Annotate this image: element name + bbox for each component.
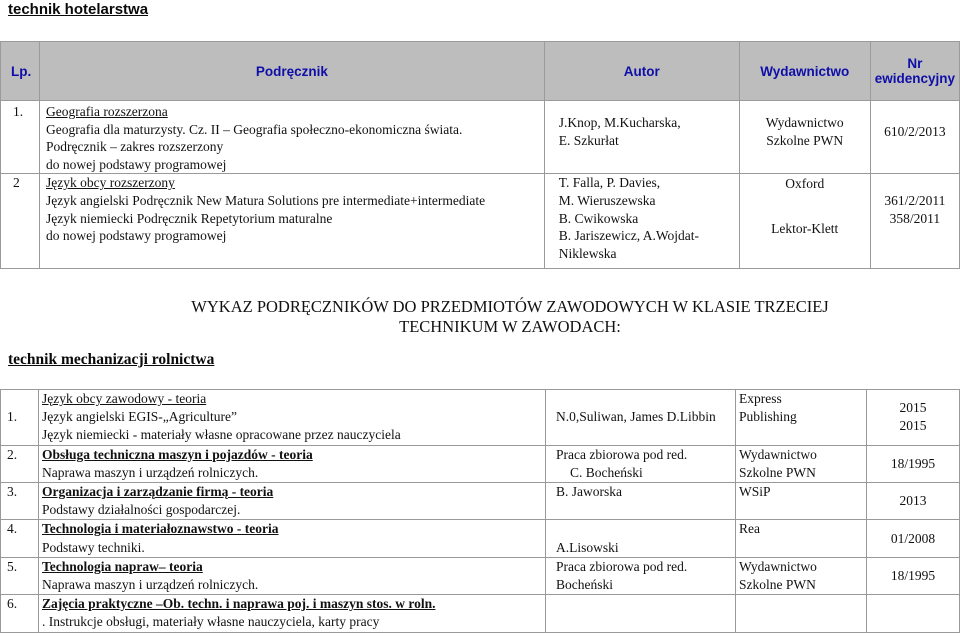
author-line: N.0,Suliwan, James D.Libbin (556, 409, 716, 425)
table-row (1, 445, 960, 482)
publisher-line: Lektor-Klett (771, 220, 839, 236)
podrecznik-cell (39, 390, 546, 446)
nr-cell (867, 520, 960, 557)
table-row (1, 557, 960, 594)
wydawnictwo-cell (736, 520, 867, 557)
lp-cell (1, 520, 39, 557)
book-line: Język angielski EGIS-„Agriculture” (42, 409, 237, 425)
wydawnictwo-cell (736, 595, 867, 632)
author-line: M. Wieruszewska (558, 192, 656, 208)
autor-cell (544, 101, 739, 174)
lp-cell (1, 174, 40, 269)
nr-cell (870, 174, 959, 269)
subject-name: Technologia napraw– teoria (42, 558, 203, 574)
subject-name: Język obcy zawodowy - teoria (42, 391, 207, 406)
subject-name: Język obcy rozszerzony (45, 175, 175, 191)
header-nr-ewidencyjny: Nr ewidencyjny (870, 42, 959, 101)
lp-cell (1, 101, 40, 174)
wydawnictwo-cell (736, 483, 867, 520)
lp-cell (1, 390, 39, 446)
author-line: B. Jariszewicz, A.Wojdat- (558, 228, 700, 244)
lp-cell (1, 595, 39, 632)
header-lp: Lp. (1, 42, 40, 101)
nr-cell (867, 390, 960, 446)
heading-line: TECHNIKUM W ZAWODACH: (399, 317, 621, 336)
wydawnictwo-cell (736, 445, 867, 482)
subject-name: Geografia rozszerzona (45, 104, 168, 119)
nr-cell (867, 445, 960, 482)
author-line: A.Lisowski (556, 539, 619, 555)
lp-cell (1, 557, 39, 594)
nr-cell (867, 557, 960, 594)
registration-number: 2015 (899, 400, 927, 416)
author-line: J.Knop, M.Kucharska, (558, 115, 681, 130)
author-line: Niklewska (558, 245, 617, 261)
book-line: Naprawa maszyn i urządzeń rolniczych. (42, 464, 259, 480)
list-heading (180, 297, 840, 337)
lp-value: 6. (7, 596, 18, 612)
header-wydawnictwo: Wydawnictwo (739, 42, 870, 101)
author-line: E. Szkurłat (558, 132, 619, 148)
author-line: B. Cwikowska (558, 210, 639, 226)
section-title-hotelarstwa: technik hotelarstwa (8, 1, 149, 18)
book-line: Naprawa maszyn i urządzeń rolniczych. (42, 577, 259, 593)
publisher-line: Oxford (785, 176, 825, 192)
nr-cell (867, 483, 960, 520)
registration-number: 358/2011 (889, 210, 941, 226)
book-line: Język niemiecki Podręcznik Repetytorium maturalne (45, 210, 333, 226)
book-line: do nowej podstawy programowej (45, 156, 227, 172)
nr-cell (870, 101, 959, 174)
header-autor: Autor (544, 42, 739, 101)
publisher-line: Szkolne PWN (739, 577, 816, 593)
lp-value: 5. (7, 558, 18, 574)
table-row (1, 390, 960, 446)
registration-number: 01/2008 (890, 530, 936, 546)
publisher-line: Wydawnictwo (739, 558, 817, 574)
lp-value: 2. (7, 446, 18, 462)
table-row (1, 595, 960, 632)
publisher-line: Szkolne PWN (766, 132, 844, 148)
registration-number: 2015 (899, 418, 927, 434)
subject-name: Obsługa techniczna maszyn i pojazdów - teoria (42, 446, 313, 462)
wydawnictwo-cell (736, 390, 867, 446)
autor-cell (546, 483, 736, 520)
book-line: Podstawy działalności gospodarczej. (42, 502, 241, 518)
autor-cell (546, 595, 736, 632)
lp-cell (1, 483, 39, 520)
lp-value: 3. (7, 484, 18, 500)
autor-cell (546, 445, 736, 482)
lp-value: 1. (7, 409, 18, 425)
podrecznik-cell (39, 101, 544, 174)
author-line: B. Jaworska (556, 484, 622, 500)
lp-value: 4. (7, 521, 18, 537)
wydawnictwo-cell (739, 174, 870, 269)
podrecznik-cell (39, 445, 546, 482)
registration-number: 2013 (899, 493, 927, 509)
podrecznik-cell (39, 174, 544, 269)
lp-cell (1, 445, 39, 482)
publisher-line: Szkolne PWN (739, 464, 816, 480)
textbook-table-mechanizacja (0, 389, 960, 633)
table-row (1, 174, 960, 269)
book-line: Język niemiecki - materiały własne opracowane przez nauczyciela (42, 427, 401, 443)
lp-value: 1. (13, 104, 24, 119)
lp-value: 2 (13, 175, 20, 191)
table-row (1, 520, 960, 557)
book-line: Podstawy techniki. (42, 539, 145, 555)
nr-cell (867, 595, 960, 632)
textbook-table-hotelarstwa (0, 41, 960, 269)
table-row (1, 483, 960, 520)
header-podrecznik: Podręcznik (39, 42, 544, 101)
podrecznik-cell (39, 483, 546, 520)
author-line: Praca zbiorowa pod red. (556, 446, 688, 462)
book-line: . Instrukcje obsługi, materiały własne nauczyciela, karty pracy (42, 614, 380, 630)
book-line: Geografia dla maturzysty. Cz. II – Geografia społeczno-ekonomiczna świata. (45, 121, 463, 137)
subject-name: Organizacja i zarządzanie firmą - teoria (42, 484, 274, 500)
autor-cell (544, 174, 739, 269)
registration-number: 18/1995 (890, 455, 936, 471)
podrecznik-cell (39, 595, 546, 632)
autor-cell (546, 557, 736, 594)
podrecznik-cell (39, 520, 546, 557)
publisher-line: Wydawnictwo (739, 446, 817, 462)
author-line: Bocheński (556, 577, 613, 593)
registration-number: 610/2/2013 (884, 124, 946, 139)
publisher-line: WSiP (739, 484, 771, 500)
publisher-line: Rea (739, 521, 760, 537)
author-line: C. Bocheński (570, 464, 643, 480)
subject-name: Technologia i materiałoznawstwo - teoria (42, 521, 279, 537)
section-title-mechanizacja: technik mechanizacji rolnictwa (8, 351, 215, 368)
table-header-row (1, 42, 960, 101)
publisher-line: Publishing (739, 409, 797, 425)
table-row (1, 101, 960, 174)
autor-cell (546, 390, 736, 446)
subject-name: Zajęcia praktyczne –Ob. techn. i naprawa poj. i maszyn stos. w roln. (42, 596, 436, 612)
podrecznik-cell (39, 557, 546, 594)
author-line: T. Falla, P. Davies, (558, 175, 661, 191)
book-line: do nowej podstawy programowej (45, 228, 227, 244)
wydawnictwo-cell (739, 101, 870, 174)
publisher-line: Express (739, 391, 782, 406)
book-line: Podręcznik – zakres rozszerzony (45, 139, 224, 155)
wydawnictwo-cell (736, 557, 867, 594)
registration-number: 361/2/2011 (884, 193, 946, 209)
book-line: Język angielski Podręcznik New Matura Solutions pre intermediate+intermediate (45, 192, 486, 208)
registration-number: 18/1995 (890, 567, 936, 583)
heading-line: WYKAZ PODRĘCZNIKÓW DO PRZEDMIOTÓW ZAWODOWYCH W KLASIE TRZECIEJ (191, 297, 829, 316)
publisher-line: Wydawnictwo (765, 115, 844, 130)
autor-cell (546, 520, 736, 557)
author-line: Praca zbiorowa pod red. (556, 558, 688, 574)
